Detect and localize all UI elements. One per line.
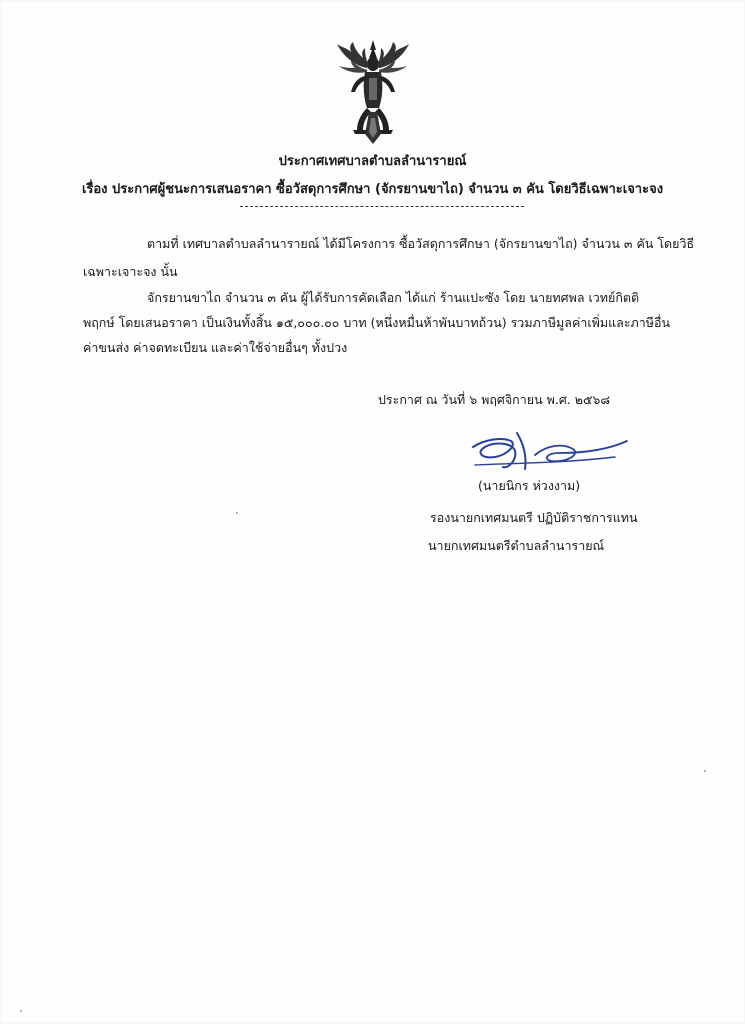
paragraph-1-line-2: เฉพาะเจาะจง นั้น bbox=[83, 264, 178, 279]
paragraph-2-line-3: ค่าขนส่ง ค่าจดทะเบียน และค่าใช้จ่ายอื่นๆ ทั้งปวง bbox=[83, 340, 348, 355]
document-title: ประกาศเทศบาลตำบลลำนารายณ์ bbox=[278, 154, 467, 169]
scan-speck bbox=[704, 770, 706, 772]
handwritten-signature-icon bbox=[455, 425, 633, 475]
announcement-date: ประกาศ ณ วันที่ ๖ พฤศจิกายน พ.ศ. ๒๕๖๘ bbox=[378, 392, 610, 407]
scan-speck bbox=[236, 512, 238, 514]
scan-speck bbox=[20, 1010, 22, 1012]
document-subject: เรื่อง ประกาศผู้ชนะการเสนอราคา ซื้อวัสดุการศึกษา (จักรยานขาไถ) จำนวน ๓ คัน โดยวิธีเฉพาะเจาะจง bbox=[81, 182, 664, 197]
separator-line bbox=[240, 206, 524, 207]
signer-position: รองนายกเทศมนตรี ปฏิบัติราชการแทน bbox=[430, 510, 638, 525]
garuda-emblem-icon bbox=[333, 38, 413, 150]
paragraph-1-line-1: ตามที่ เทศบาลตำบลลำนารายณ์ ได้มีโครงการ ซื้อวัสดุการศึกษา (จักรยานขาไถ) จำนวน ๓ คัน โดยวิธี bbox=[147, 236, 695, 251]
paragraph-2-line-2: พฤกษ์ โดยเสนอราคา เป็นเงินทั้งสิ้น ๑๕,๐๐๐.๐๐ บาท (หนึ่งหมื่นห้าพันบาทถ้วน) รวมภาษีมูลค่าเพิ่มและภาษีอื่น bbox=[83, 315, 671, 330]
paragraph-2-line-1: จักรยานขาไถ จำนวน ๓ คัน ผู้ได้รับการคัดเลือก ได้แก่ ร้านแปะซัง โดย นายทศพล เวทย์กิตติ bbox=[147, 290, 640, 305]
signer-position-2: นายกเทศมนตรีตำบลลำนารายณ์ bbox=[428, 538, 605, 553]
signer-name: (นายนิกร ห่วงงาม) bbox=[478, 478, 581, 493]
